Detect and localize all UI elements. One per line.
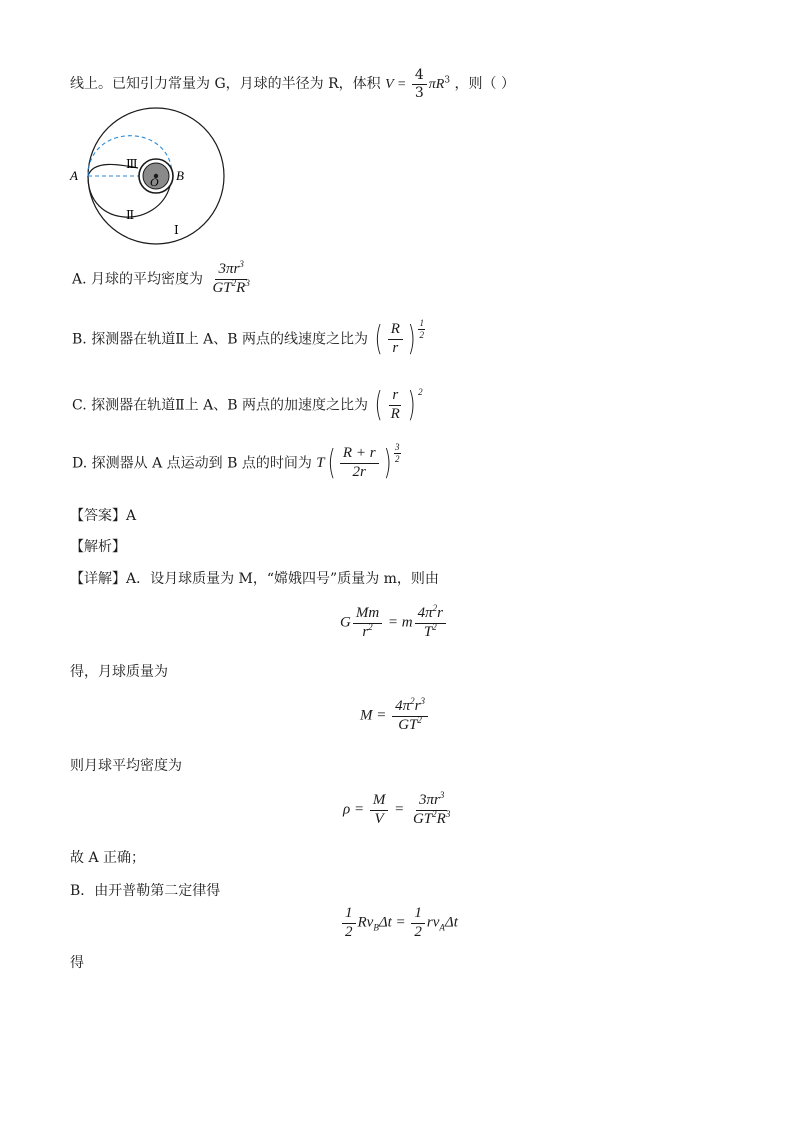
eq4-t1: Δt = (378, 914, 406, 931)
text-correct: 故 A 正确； (70, 850, 146, 866)
eq4-m2: rv (426, 914, 440, 931)
equation-density (343, 790, 455, 828)
option-d-exp-den: 2 (395, 453, 400, 464)
eq4-s2: A (439, 922, 445, 933)
eq3-d2e: 2 (432, 808, 437, 819)
option-a-label: A. (72, 271, 87, 288)
label-B: B (176, 168, 184, 183)
option-a-num: 3πr (218, 261, 240, 277)
eq4-m1: Rv (357, 914, 374, 931)
volume-fraction (412, 68, 427, 100)
option-d-den: 2r (352, 463, 366, 480)
option-b (72, 317, 425, 360)
text-density: 则月球平均密度为 (70, 758, 182, 774)
option-b-num: R (388, 322, 403, 340)
eq1-d1: r (362, 623, 369, 640)
intro-line (70, 68, 515, 100)
eq2-lhs: M = (360, 707, 387, 724)
eq1-d1e: 2 (368, 621, 373, 632)
label-I: Ⅰ (174, 223, 179, 237)
option-d-exp-num: 3 (395, 441, 400, 452)
label-O: O (150, 175, 159, 189)
detail-tag: 【详解】 (70, 571, 126, 587)
eq1-n1: Mm (353, 606, 382, 624)
label-A: A (70, 168, 78, 183)
equation-kepler (340, 906, 458, 941)
option-d-num: R + r (340, 446, 379, 464)
option-a-den: GT (212, 279, 232, 296)
option-c-expr: ( $\frac{r}{R}$ ) 2 (375, 385, 423, 426)
option-a (72, 259, 255, 297)
option-d-label: D. (72, 455, 88, 472)
eq1-n2e: 2 (432, 603, 438, 613)
eq1-eqm: = m (387, 614, 413, 631)
option-d-pre: T (316, 454, 325, 471)
option-c-text: 探测器在轨道Ⅱ上 A、B 两点的加速度之比为 (91, 397, 368, 414)
eq3-eq: = (394, 801, 405, 818)
option-a-den-exp1: 2 (231, 277, 237, 288)
detail-text: A．设月球质量为 M，“嫦娥四号”质量为 m，则由 (126, 571, 439, 587)
eq1-d2: T (423, 623, 433, 640)
label-II: Ⅱ (126, 208, 135, 222)
volume-lhs: V = (385, 77, 410, 93)
volume-rest: πR (428, 77, 445, 93)
eq3-n1: M (370, 793, 389, 811)
text-mass: 得，月球质量为 (70, 664, 168, 680)
option-a-text: 月球的平均密度为 (91, 271, 204, 288)
eq4-d2: 2 (414, 923, 422, 940)
option-c (72, 385, 423, 426)
eq4-n2: 1 (411, 906, 425, 924)
answer-value: A (126, 508, 137, 524)
eq4-d1: 2 (345, 923, 353, 940)
option-a-fraction (209, 259, 252, 297)
option-a-den-exp2: 3 (245, 277, 250, 288)
text-b: B．由开普勒第二定律得 (70, 883, 221, 899)
detail-line (70, 568, 439, 588)
eq3-d2: GT (412, 810, 433, 827)
eq1-G: G (340, 614, 351, 631)
answer-tag: 【答案】 (70, 508, 126, 524)
eq2-ne: 2 (410, 696, 415, 706)
eq4-t2: Δt (444, 914, 458, 931)
option-c-exp: 2 (418, 386, 423, 397)
eq2-n: 4π (395, 698, 411, 714)
eq3-d2r: R (436, 810, 446, 827)
eq2-nr: r (414, 698, 421, 714)
option-d (72, 441, 401, 484)
eq4-s1: B (373, 922, 379, 933)
eq3-n2e: 3 (439, 790, 445, 800)
intro-tail: ，则（ ） (454, 76, 515, 93)
option-d-expr: T ( $\frac{R + r}{2r}$ ) 3 2 (316, 441, 400, 484)
option-c-label: C. (72, 397, 87, 414)
eq3-d1: V (374, 810, 384, 827)
option-b-exp-den: 2 (419, 329, 424, 340)
eq4-n1: 1 (342, 906, 356, 924)
intro-text: 线上。已知引力常量为 G，月球的半径为 R，体积 (70, 76, 381, 93)
eq2-de: 2 (417, 714, 422, 725)
text-de: 得 (70, 955, 84, 971)
eq3-n2: 3πr (418, 792, 440, 808)
option-c-den: R (390, 405, 400, 422)
option-a-den-mid: R (236, 279, 246, 296)
option-b-label: B. (72, 331, 87, 348)
answer-line (70, 505, 136, 525)
eq2-d: GT (398, 716, 418, 733)
orbit-diagram (68, 104, 228, 248)
option-d-text: 探测器从 A 点运动到 B 点的时间为 (91, 455, 312, 472)
option-a-num-exp: 3 (239, 259, 244, 269)
option-c-num: r (389, 388, 401, 406)
eq1-n2: 4π (417, 605, 433, 621)
option-b-den: r (392, 339, 399, 356)
eq2-nre: 3 (420, 696, 425, 706)
eq1-n2r: r (437, 605, 443, 621)
option-b-text: 探测器在轨道Ⅱ上 A、B 两点的线速度之比为 (91, 331, 369, 348)
option-b-expr: ( $\frac{R}{r}$ ) 1 2 (375, 317, 424, 360)
volume-exp: 3 (444, 75, 451, 86)
eq3-d2re: 3 (445, 808, 451, 819)
volume-num: 4 (412, 68, 427, 85)
equation-mass (360, 696, 430, 734)
analysis-tag: 【解析】 (70, 539, 126, 555)
eq3-lhs: ρ = (343, 801, 365, 818)
option-b-exp-num: 1 (419, 317, 424, 328)
label-III: Ⅲ (126, 157, 138, 171)
eq1-d2e: 2 (432, 621, 437, 632)
volume-den: 3 (414, 84, 424, 101)
equation-gravity (340, 603, 448, 641)
